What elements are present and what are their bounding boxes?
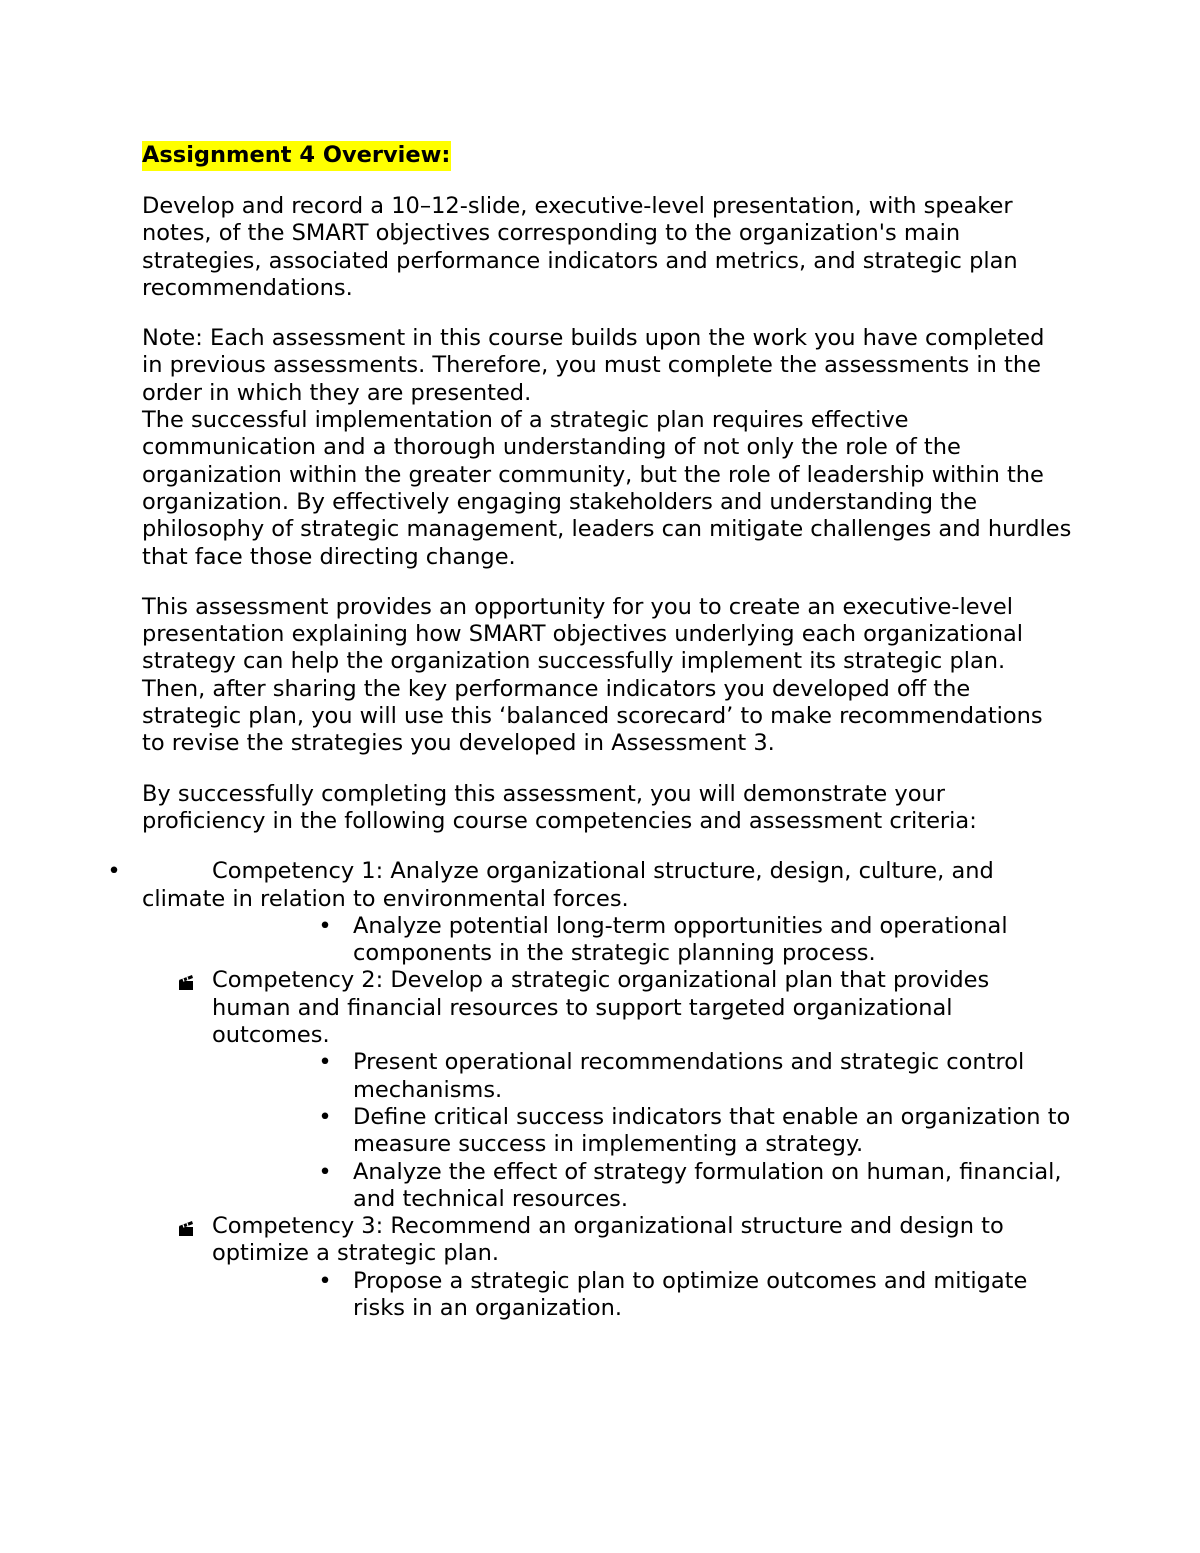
document-body xyxy=(107,140,1072,1322)
competency-list xyxy=(107,858,1072,1322)
criteria-item xyxy=(318,912,1072,968)
criteria-label: Analyze the effect of strategy formulation on human, financial, and technical resources. xyxy=(353,1158,1062,1212)
bullet-icon: • xyxy=(318,1103,332,1130)
competency-label: Competency 2: Develop a strategic organizational plan that provides human and financial resources to support targeted organizational outcomes. xyxy=(212,967,990,1049)
criteria-item xyxy=(318,1158,1072,1214)
bullet-icon: • xyxy=(318,1267,332,1294)
competency-item xyxy=(107,858,1072,913)
criteria-label: Present operational recommendations and strategic control mechanisms. xyxy=(353,1049,1025,1103)
criteria-item xyxy=(318,1103,1072,1159)
competency-label: Competency 1: Analyze organizational structure, design, culture, and climate in relation to environmental forces. xyxy=(142,858,994,912)
competencies-intro-paragraph: By successfully completing this assessment, you will demonstrate your proficiency in the following course competencies and assessment criteria: xyxy=(142,780,977,834)
criteria-item xyxy=(318,1049,1072,1104)
clapperboard-icon xyxy=(177,1219,195,1237)
bullet-icon: • xyxy=(318,912,332,939)
bullet-icon: • xyxy=(318,1049,332,1076)
clapperboard-icon xyxy=(177,973,195,991)
bullet-icon: • xyxy=(107,858,121,885)
assignment-heading xyxy=(142,140,1072,170)
competency-label: Competency 3: Recommend an organizational structure and design to optimize a strategic plan. xyxy=(212,1213,1004,1267)
competency-item xyxy=(212,1213,1072,1268)
criteria-item xyxy=(318,1267,1072,1323)
highlighted-heading-text: Assignment 4 Overview: xyxy=(142,141,451,171)
context-paragraph: The successful implementation of a strategic plan requires effective communication and a thorough understanding of not only the role of the organization within the greater community, but the role of leadership within the organization. By effectively engaging stakeholders and understanding the philosophy of strategic management, leaders can mitigate challenges and hurdles that face those directing change. xyxy=(142,407,1072,570)
competency-item xyxy=(212,967,1072,1049)
bullet-icon: • xyxy=(318,1158,332,1185)
intro-paragraph: Develop and record a 10–12-slide, executive-level presentation, with speaker notes, of the SMART objectives corresponding to the organization's main strategies, associated performance indicators and metrics, and strategic plan recommendations. xyxy=(142,193,1018,301)
criteria-label: Analyze potential long-term opportunities and operational components in the strategic planning process. xyxy=(353,912,1008,967)
criteria-label: Define critical success indicators that enable an organization to measure success in implementing a strategy. xyxy=(353,1103,1071,1158)
criteria-label: Propose a strategic plan to optimize outcomes and mitigate risks in an organization. xyxy=(353,1267,1028,1321)
note-paragraph: Note: Each assessment in this course builds upon the work you have completed in previous assessments. Therefore, you must complete the assessments in the order in which they are presented. xyxy=(142,325,1045,406)
opportunity-paragraph: This assessment provides an opportunity for you to create an executive-level presentation explaining how SMART objectives underlying each organizational strategy can help the organization successfully implement its strategic plan. Then, after sharing the key performance indicators you developed off the strategic plan, you will use this ‘balanced scorecard’ to make recommendations to revise the strategies you developed in Assessment 3. xyxy=(142,593,1043,757)
